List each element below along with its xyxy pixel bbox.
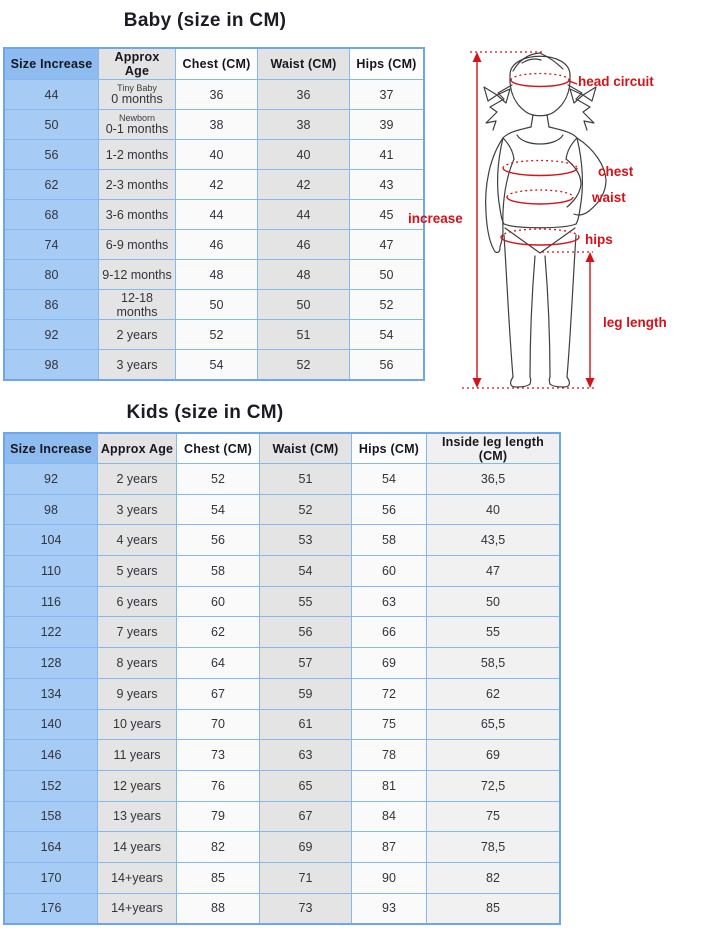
- table-cell: 176: [4, 893, 98, 924]
- column-header: Chest (CM): [176, 48, 258, 80]
- table-cell: 13 years: [98, 801, 177, 832]
- table-cell: 40: [176, 140, 258, 170]
- table-cell: 11 years: [98, 740, 177, 771]
- table-cell: 62: [177, 617, 260, 648]
- height-increase-arrow: [473, 52, 482, 388]
- table-cell: 48: [258, 260, 350, 290]
- table-cell: 54: [177, 494, 260, 525]
- table-cell: 67: [177, 678, 260, 709]
- table-cell: 43,5: [427, 525, 561, 556]
- child-outline-drawing: [400, 35, 720, 395]
- table-cell: 45: [350, 200, 425, 230]
- table-cell: 50: [258, 290, 350, 320]
- table-cell: 36: [258, 80, 350, 110]
- table-cell: 14+years: [98, 893, 177, 924]
- table-cell: 12 years: [98, 770, 177, 801]
- hips-label: hips: [585, 232, 613, 247]
- table-cell: 44: [4, 80, 99, 110]
- table-cell: 81: [352, 770, 427, 801]
- table-cell: 63: [352, 586, 427, 617]
- table-cell: 46: [258, 230, 350, 260]
- table-row: [4, 200, 424, 230]
- table-row: [4, 801, 560, 832]
- header-row: [4, 433, 560, 464]
- table-cell: 52: [177, 464, 260, 495]
- column-header: Size Increase: [4, 433, 98, 464]
- table-cell: 44: [258, 200, 350, 230]
- table-cell: 55: [260, 586, 352, 617]
- table-row: [4, 320, 424, 350]
- table-cell: 116: [4, 586, 98, 617]
- table-cell: 152: [4, 770, 98, 801]
- table-cell: 76: [177, 770, 260, 801]
- table-row: [4, 740, 560, 771]
- table-cell: 56: [350, 350, 425, 381]
- table-cell: 61: [260, 709, 352, 740]
- table-cell: 50: [4, 110, 99, 140]
- table-cell: 62: [427, 678, 561, 709]
- table-cell: 7 years: [98, 617, 177, 648]
- table-cell: 54: [176, 350, 258, 381]
- table-cell: 88: [177, 893, 260, 924]
- column-header: Chest (CM): [177, 433, 260, 464]
- table-cell: 54: [350, 320, 425, 350]
- table-cell: 47: [350, 230, 425, 260]
- table-row: [4, 525, 560, 556]
- table-cell: 55: [427, 617, 561, 648]
- chest-label: chest: [598, 164, 634, 179]
- chest-ellipse: [503, 161, 577, 176]
- table-cell: 74: [4, 230, 99, 260]
- table-row: [4, 832, 560, 863]
- table-cell: 3 years: [99, 350, 176, 381]
- table-row: [4, 709, 560, 740]
- leg-length-arrow: [586, 252, 595, 388]
- girl-outline: [484, 53, 606, 387]
- table-cell: 140: [4, 709, 98, 740]
- table-cell: 14 years: [98, 832, 177, 863]
- table-cell: 75: [352, 709, 427, 740]
- table-cell: 70: [177, 709, 260, 740]
- table-cell: 67: [260, 801, 352, 832]
- table-cell: 82: [177, 832, 260, 863]
- table-cell: 6-9 months: [99, 230, 176, 260]
- table-cell: 66: [352, 617, 427, 648]
- table-cell: 79: [177, 801, 260, 832]
- table-cell: 9-12 months: [99, 260, 176, 290]
- table-cell: 52: [176, 320, 258, 350]
- table-cell: 4 years: [98, 525, 177, 556]
- table-cell: 54: [352, 464, 427, 495]
- table-cell: 1-2 months: [99, 140, 176, 170]
- increase-label: increase: [408, 211, 463, 226]
- table-cell: 39: [350, 110, 425, 140]
- column-header: Size Increase: [4, 48, 99, 80]
- table-cell: 71: [260, 862, 352, 893]
- table-row: [4, 648, 560, 679]
- table-row: [4, 140, 424, 170]
- table-cell: 38: [176, 110, 258, 140]
- table-cell: 38: [258, 110, 350, 140]
- table-cell: 65: [260, 770, 352, 801]
- header-row: [4, 48, 424, 80]
- table-cell: 52: [350, 290, 425, 320]
- table-cell: 98: [4, 350, 99, 381]
- kids-table-title: Kids (size in CM): [126, 402, 284, 423]
- table-cell: 87: [352, 832, 427, 863]
- table-cell: 8 years: [98, 648, 177, 679]
- table-cell: 3-6 months: [99, 200, 176, 230]
- table-cell: 73: [177, 740, 260, 771]
- table-cell: 42: [258, 170, 350, 200]
- table-cell: 50: [350, 260, 425, 290]
- table-cell: 86: [4, 290, 99, 320]
- table-row: [4, 617, 560, 648]
- table-cell: 47: [427, 556, 561, 587]
- table-cell: 128: [4, 648, 98, 679]
- table-cell: 58: [352, 525, 427, 556]
- table-cell: 2 years: [99, 320, 176, 350]
- table-cell: 56: [4, 140, 99, 170]
- leg-length-label: leg length: [603, 315, 667, 330]
- table-row: [4, 464, 560, 495]
- table-cell: 122: [4, 617, 98, 648]
- table-row: [4, 893, 560, 924]
- waist-label: waist: [592, 190, 626, 205]
- table-row: [4, 230, 424, 260]
- table-cell: 69: [427, 740, 561, 771]
- table-row: [4, 494, 560, 525]
- table-cell: 54: [260, 556, 352, 587]
- table-cell: 73: [260, 893, 352, 924]
- table-cell: 43: [350, 170, 425, 200]
- table-cell: 6 years: [98, 586, 177, 617]
- table-cell: 80: [4, 260, 99, 290]
- table-row: [4, 586, 560, 617]
- table-cell: 170: [4, 862, 98, 893]
- table-cell: 52: [260, 494, 352, 525]
- table-cell: 40: [427, 494, 561, 525]
- table-row: [4, 290, 424, 320]
- table-cell: 3 years: [98, 494, 177, 525]
- table-cell: 14+years: [98, 862, 177, 893]
- table-cell: 36,5: [427, 464, 561, 495]
- table-cell: 93: [352, 893, 427, 924]
- table-cell: 41: [350, 140, 425, 170]
- table-cell: 62: [4, 170, 99, 200]
- table-cell: 52: [258, 350, 350, 381]
- table-cell: 85: [427, 893, 561, 924]
- table-cell: 92: [4, 320, 99, 350]
- table-cell: 85: [177, 862, 260, 893]
- table-cell: 5 years: [98, 556, 177, 587]
- table-cell: 84: [352, 801, 427, 832]
- table-cell: 50: [427, 586, 561, 617]
- head-circumference-ellipse: [511, 74, 577, 87]
- table-cell: 2 years: [98, 464, 177, 495]
- column-header: Approx Age: [98, 433, 177, 464]
- table-cell: 69: [260, 832, 352, 863]
- table-cell: 75: [427, 801, 561, 832]
- column-header: Waist (CM): [258, 48, 350, 80]
- table-row: [4, 862, 560, 893]
- column-header: Waist (CM): [260, 433, 352, 464]
- column-header: Approx Age: [99, 48, 176, 80]
- hips-ellipse: [501, 229, 579, 245]
- table-cell: 42: [176, 170, 258, 200]
- baby-size-table: [3, 47, 425, 381]
- table-cell: 57: [260, 648, 352, 679]
- table-row: [4, 110, 424, 140]
- table-row: [4, 260, 424, 290]
- table-cell: 50: [176, 290, 258, 320]
- waist-ellipse: [507, 190, 573, 204]
- table-cell: 9 years: [98, 678, 177, 709]
- kids-size-table: [3, 432, 561, 925]
- table-row: [4, 556, 560, 587]
- column-header: Hips (CM): [352, 433, 427, 464]
- head-circuit-label: head circuit: [578, 74, 654, 89]
- table-cell: 78,5: [427, 832, 561, 863]
- table-cell: 72: [352, 678, 427, 709]
- table-row: [4, 678, 560, 709]
- table-cell: 46: [176, 230, 258, 260]
- table-cell: 44: [176, 200, 258, 230]
- table-cell: 65,5: [427, 709, 561, 740]
- table-cell: 51: [260, 464, 352, 495]
- table-cell: 104: [4, 525, 98, 556]
- table-cell: 12-18 months: [99, 290, 176, 320]
- table-cell: 110: [4, 556, 98, 587]
- table-cell: 92: [4, 464, 98, 495]
- table-cell: 58: [177, 556, 260, 587]
- table-cell: 40: [258, 140, 350, 170]
- table-cell: 2-3 months: [99, 170, 176, 200]
- table-cell: 56: [177, 525, 260, 556]
- table-cell: 37: [350, 80, 425, 110]
- table-row: [4, 770, 560, 801]
- table-cell: 36: [176, 80, 258, 110]
- table-cell: 63: [260, 740, 352, 771]
- table-cell: 158: [4, 801, 98, 832]
- table-cell: 82: [427, 862, 561, 893]
- table-cell: 68: [4, 200, 99, 230]
- table-cell: 59: [260, 678, 352, 709]
- column-header: Inside leg length (CM): [427, 433, 561, 464]
- table-cell: 60: [352, 556, 427, 587]
- table-cell: 64: [177, 648, 260, 679]
- table-row: [4, 80, 424, 110]
- table-cell: 56: [260, 617, 352, 648]
- table-cell: 58,5: [427, 648, 561, 679]
- table-cell: 51: [258, 320, 350, 350]
- table-row: [4, 350, 424, 381]
- table-cell: 72,5: [427, 770, 561, 801]
- table-cell: 98: [4, 494, 98, 525]
- baby-table-title: Baby (size in CM): [123, 10, 287, 31]
- table-row: [4, 170, 424, 200]
- table-cell: Newborn 0-1 months: [99, 110, 176, 140]
- table-cell: 60: [177, 586, 260, 617]
- table-cell: 146: [4, 740, 98, 771]
- table-cell: 10 years: [98, 709, 177, 740]
- table-cell: 56: [352, 494, 427, 525]
- table-cell: 134: [4, 678, 98, 709]
- column-header: Hips (CM): [350, 48, 425, 80]
- table-cell: 48: [176, 260, 258, 290]
- table-cell: 90: [352, 862, 427, 893]
- table-cell: 78: [352, 740, 427, 771]
- table-cell: 164: [4, 832, 98, 863]
- table-cell: 69: [352, 648, 427, 679]
- table-cell: Tiny Baby 0 months: [99, 80, 176, 110]
- table-cell: 53: [260, 525, 352, 556]
- child-measurement-diagram: [400, 35, 720, 395]
